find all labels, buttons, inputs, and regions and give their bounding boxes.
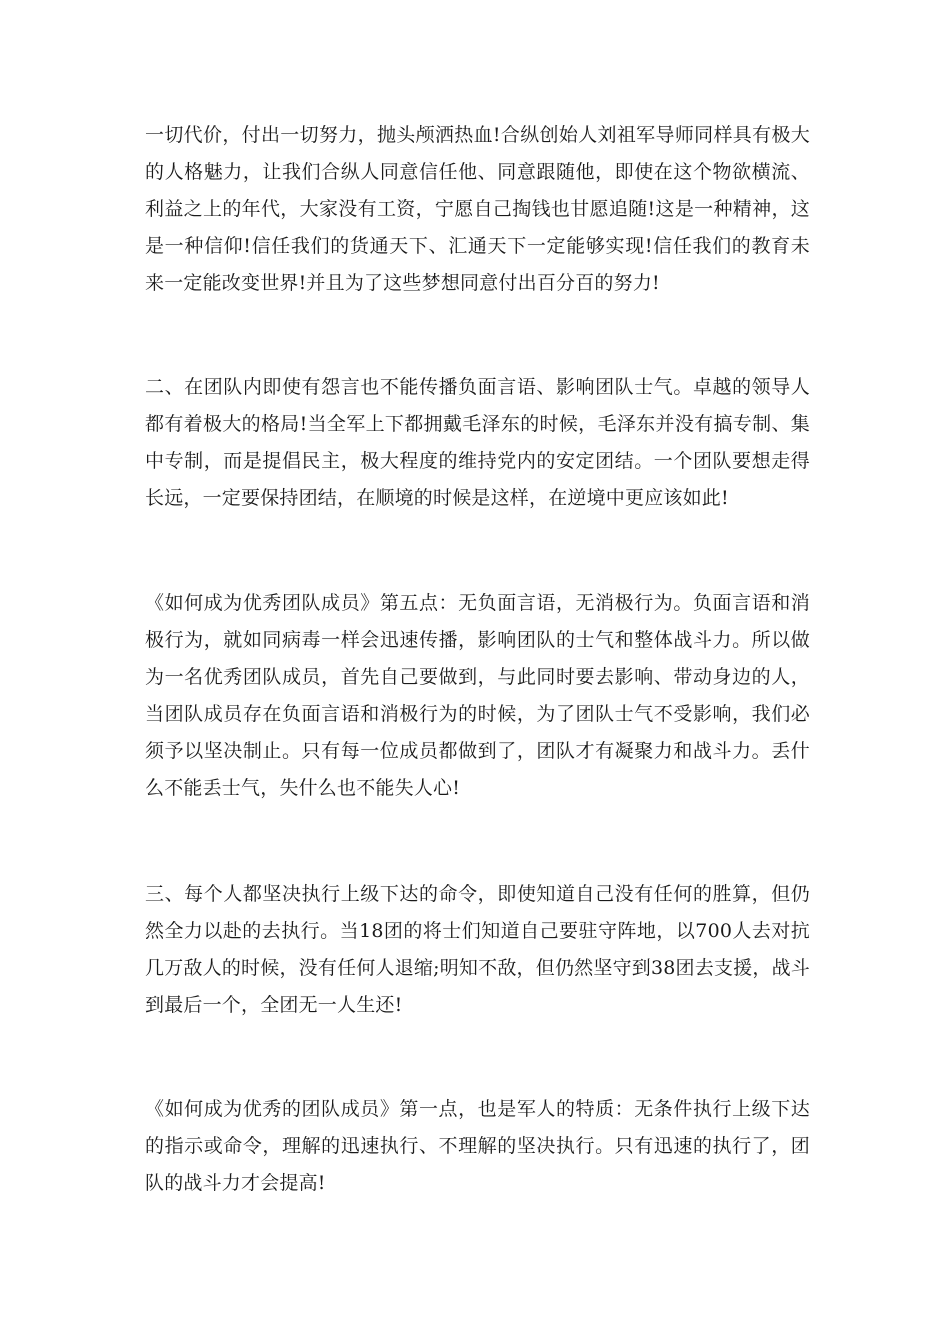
paragraph-1: 一切代价，付出一切努力，抛头颅洒热血!合纵创始人刘祖军导师同样具有极大的人格魅力，让我们合纵人同意信任他、同意跟随他，即使在这个物欲横流、利益之上的年代，大家没有工资，宁愿自己掏钱也甘愿追随!这是一种精神，这是一种信仰!信任我们的货通天下、汇通天下一定能够实现!信任我们的教育未来一定能改变世界!并且为了这些梦想同意付出百分百的努力! <box>145 124 810 294</box>
paragraph-5: 《如何成为优秀的团队成员》第一点，也是军人的特质：无条件执行上级下达的指示或命令，理解的迅速执行、不理解的坚决执行。只有迅速的执行了，团队的战斗力才会提高! <box>145 1098 810 1194</box>
paragraph-3: 《如何成为优秀团队成员》第五点：无负面言语，无消极行为。负面言语和消极行为，就如同病毒一样会迅速传播，影响团队的士气和整体战斗力。所以做为一名优秀团队成员，首先自己要做到，与此同时要去影响、带动身边的人，当团队成员存在负面言语和消极行为的时候，为了团队士气不受影响，我们必须予以坚决制止。只有每一位成员都做到了，团队才有凝聚力和战斗力。丢什么不能丢士气，失什么也不能失人心! <box>145 592 810 799</box>
paragraph-4: 三、每个人都坚决执行上级下达的命令，即使知道自己没有任何的胜算，但仍然全力以赴的去执行。当18团的将士们知道自己要驻守阵地，以700人去对抗几万敌人的时候，没有任何人退缩;明知不敌，但仍然坚守到38团去支援，战斗到最后一个，全团无一人生还! <box>145 883 810 1016</box>
paragraph-2: 二、在团队内即使有怨言也不能传播负面言语、影响团队士气。卓越的领导人都有着极大的格局!当全军上下都拥戴毛泽东的时候，毛泽东并没有搞专制、集中专制，而是提倡民主，极大程度的维持党内的安定团结。一个团队要想走得长远，一定要保持团结，在顺境的时候是这样，在逆境中更应该如此! <box>145 376 810 509</box>
